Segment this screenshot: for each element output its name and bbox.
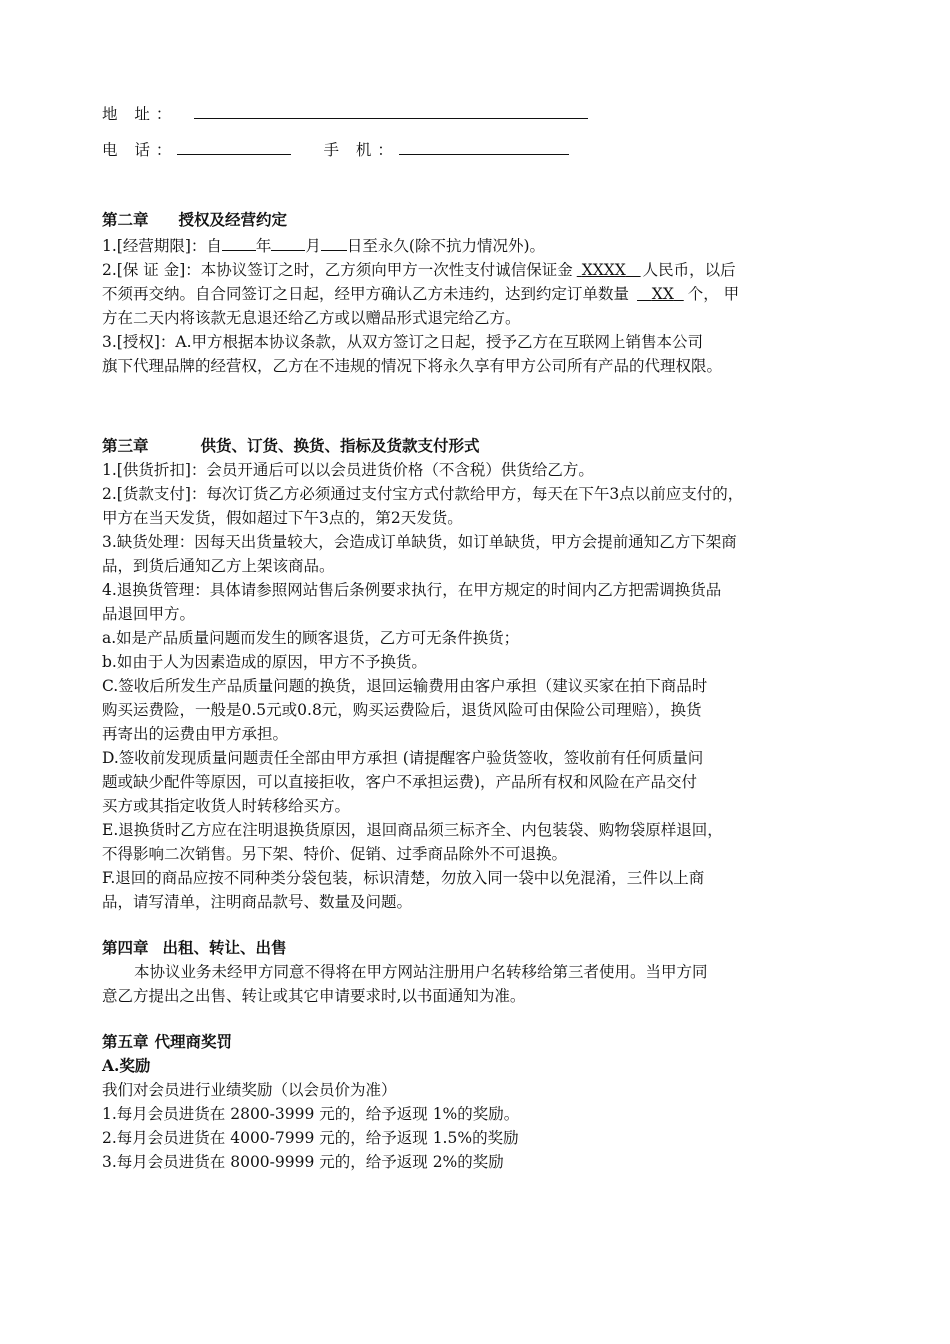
address-row: [102, 100, 862, 132]
ch3-line: 品，请写清单，注明商品款号、数量及问题。: [102, 893, 413, 911]
address-field[interactable]: [194, 100, 588, 119]
ch3-line: 再寄出的运费由甲方承担。: [102, 725, 289, 743]
ch2-line-3: 不须再交纳。自合同签订之日起，经甲方确认乙方未违约，达到约定订单数量 XX 个， 甲: [102, 285, 740, 303]
ch3-line: D.签收前发现质量问题责任全部由甲方承担 (请提醒客户验货签收，签收前有任何质量问: [102, 749, 704, 767]
chapter-3-heading: [102, 434, 862, 458]
day-blank[interactable]: [321, 232, 347, 251]
chapter-3-number: 第三章: [102, 436, 149, 455]
ch5-line: 3.每月会员进货在 8000-9999 元的，给予返现 2%的奖励: [102, 1153, 504, 1171]
ch3-line: a.如是产品质量问题而发生的顾客退货，乙方可无条件换货；: [102, 629, 520, 647]
address-label: 地 址：: [102, 105, 178, 123]
ch2-line-5: 3.[授权]：A.甲方根据本协议条款，从双方签订之日起，授予乙方在互联网上销售本公司: [102, 333, 704, 351]
chapter-3-title: 供货、订货、换货、指标及货款支付形式: [200, 436, 480, 455]
ch4-paragraph-line-2: 意乙方提出之出售、转让或其它申请要求时,以书面通知为准。: [102, 987, 526, 1005]
ch5-line: 2.每月会员进货在 4000-7999 元的，给予返现 1.5%的奖励: [102, 1129, 519, 1147]
ch3-line: 3.缺货处理：因每天出货量较大，会造成订单缺货，如订单缺货，甲方会提前通知乙方下架商: [102, 533, 737, 551]
chapter-4-number: 第四章: [102, 938, 149, 957]
mobile-label: 手 机：: [323, 141, 399, 159]
phone-label: 电 话：: [102, 141, 178, 159]
ch3-line: b.如由于人为因素造成的原因，甲方不予换货。: [102, 653, 427, 671]
contract-page: [102, 100, 862, 1174]
ch3-line: 不得影响二次销售。另下架、特价、促销、过季商品除外不可退换。: [102, 845, 568, 863]
ch2-line-1: 1.[经营期限]：自 年 月 日至永久(除不抗力情况外)。: [102, 232, 862, 258]
chapter-2-heading: [102, 208, 862, 232]
deposit-amount: XXXX: [581, 261, 626, 279]
ch2-line-4: 方在二天内将该款无息退还给乙方或以赠品形式退完给乙方。: [102, 309, 521, 327]
month-blank[interactable]: [271, 232, 305, 251]
ch3-line: C.签收后所发生产品质量问题的换货，退回运输费用由客户承担（建议买家在拍下商品时: [102, 677, 708, 695]
chapter-4-title: 出租、转让、出售: [162, 938, 287, 957]
chapter-2-title: 授权及经营约定: [178, 210, 288, 229]
ch3-line: E.退换货时乙方应在注明退换货原因，退回商品须三标齐全、内包装袋、购物袋原样退回，: [102, 821, 723, 839]
ch3-line: 品，到货后通知乙方上架该商品。: [102, 557, 335, 575]
ch5-line: 我们对会员进行业绩奖励（以会员价为准）: [102, 1081, 397, 1099]
mobile-field[interactable]: [399, 136, 569, 155]
ch3-line: 1.[供货折扣]：会员开通后可以以会员进货价格（不含税）供货给乙方。: [102, 461, 594, 479]
ch3-line: 甲方在当天发货，假如超过下午3点的，第2天发货。: [102, 509, 463, 527]
ch3-line: 题或缺少配件等原因，可以直接拒收，客户不承担运费)，产品所有权和风险在产品交付: [102, 773, 698, 791]
ch3-line: 买方或其指定收货人时转移给买方。: [102, 797, 351, 815]
ch3-line: 2.[货款支付]：每次订货乙方必须通过支付宝方式付款给甲方，每天在下午3点以前应支付的，: [102, 485, 744, 503]
chapter-2-number: 第二章: [102, 210, 149, 229]
ch5-line: 1.每月会员进货在 2800-3999 元的，给予返现 1%的奖励。: [102, 1105, 520, 1123]
phone-field[interactable]: [177, 136, 291, 155]
ch3-line: 4.退换货管理：具体请参照网站售后条例要求执行，在甲方规定的时间内乙方把需调换货品: [102, 581, 722, 599]
chapter-4-heading: [102, 936, 862, 960]
ch3-line: 购买运费险，一般是0.5元或0.8元，购买运费险后，退货风险可由保险公司理赔），换货: [102, 701, 702, 719]
order-quantity: XX: [651, 285, 674, 303]
chapter-5-title: 代理商奖罚: [154, 1032, 233, 1051]
ch4-paragraph-line-1: 本协议业务未经甲方同意不得将在甲方网站注册用户名转移给第三者使用。当甲方同: [134, 963, 708, 981]
ch3-line: 品退回甲方。: [102, 605, 196, 623]
ch3-line: F.退回的商品应按不同种类分袋包装，标识清楚，勿放入同一袋中以免混淆，三件以上商: [102, 869, 705, 887]
chapter-5-number: 第五章: [102, 1032, 149, 1051]
ch2-line-6: 旗下代理品牌的经营权，乙方在不违规的情况下将永久享有甲方公司所有产品的代理权限。: [102, 357, 723, 375]
chapter-5-heading: [102, 1030, 862, 1054]
year-blank[interactable]: [222, 232, 256, 251]
reward-subheading: A.奖励: [102, 1056, 151, 1075]
ch2-line-2: 2.[保 证 金]：本协议签订之时，乙方须向甲方一次性支付诚信保证金 XXXX 人民币，以后: [102, 261, 736, 279]
phone-row: [102, 136, 862, 168]
